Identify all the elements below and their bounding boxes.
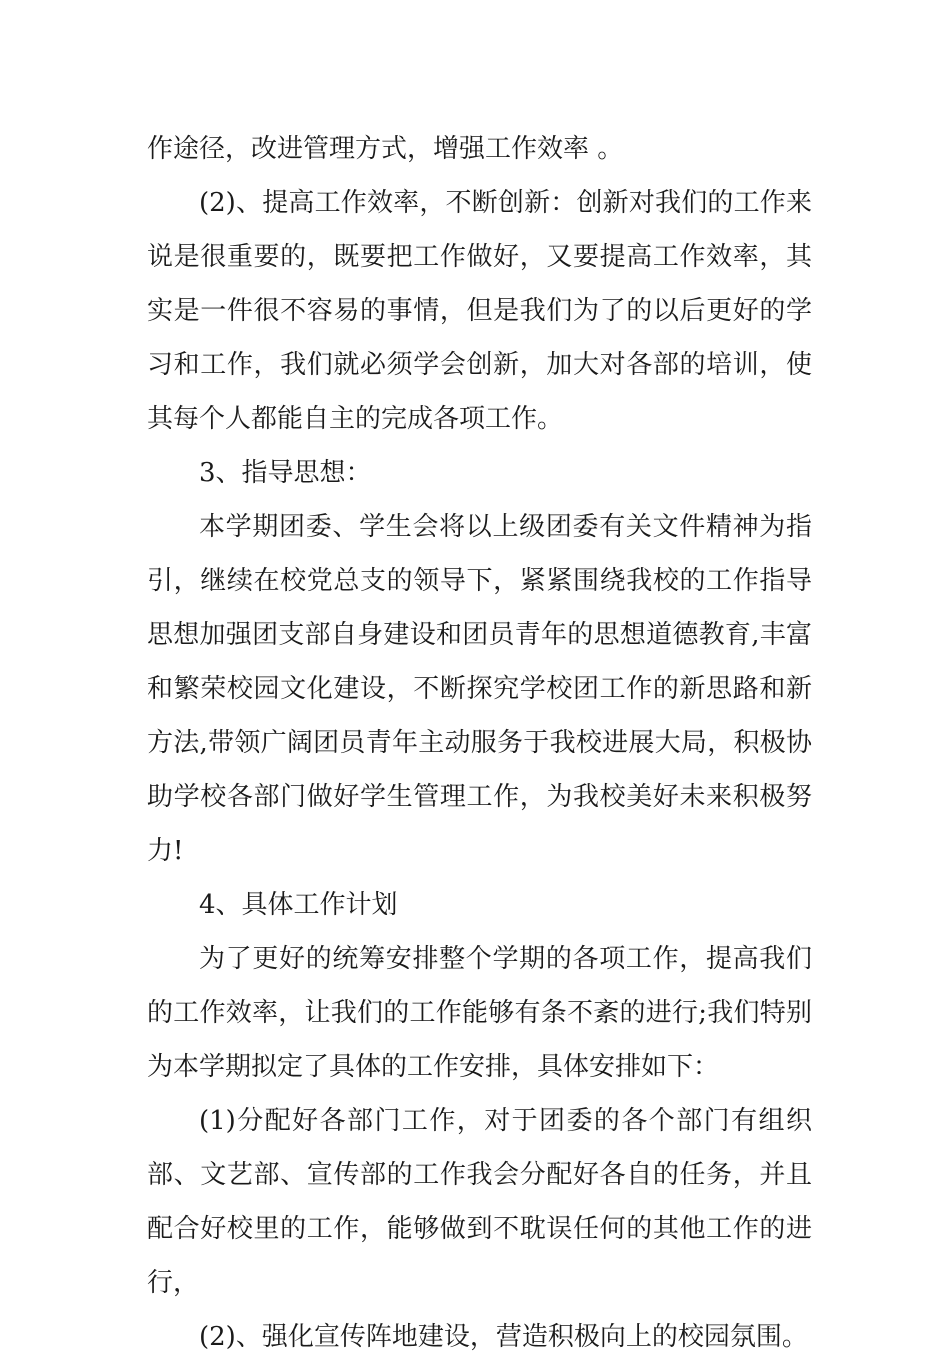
paragraph-guiding-ideology: 本学期团委、学生会将以上级团委有关文件精神为指引，继续在校党总支的领导下，紧紧围绕我校的工作指导思想加强团支部自身建设和团员青年的思想道德教育,丰富和繁荣校园文化建设，不断探究学校团工作的新思路和新方法,带领广阔团员青年主动服务于我校进展大局，积极协助学校各部门做好学生管理工作，为我校美好未来积极努力! bbox=[147, 512, 812, 866]
heading-work-plan: 4、具体工作计划 bbox=[199, 890, 398, 920]
paragraph-improve-efficiency: (2)、提高工作效率，不断创新：创新对我们的工作来说是很重要的，既要把工作做好，又要提高工作效率，其实是一件很不容易的事情，但是我们为了的以后更好的学习和工作，我们就必须学会创新，加大对各部的培训，使其每个人都能自主的完成各项工作。 bbox=[147, 188, 812, 434]
paragraph-work-plan-intro: 为了更好的统筹安排整个学期的各项工作，提高我们的工作效率，让我们的工作能够有条不紊的进行;我们特别为本学期拟定了具体的工作安排，具体安排如下： bbox=[147, 944, 812, 1082]
document-body bbox=[147, 122, 812, 1364]
paragraph-publicity: (2)、强化宣传阵地建设，营造积极向上的校园氛围。 bbox=[199, 1322, 808, 1352]
paragraph-continuation: 作途径，改进管理方式，增强工作效率 。 bbox=[147, 134, 624, 164]
heading-guiding-ideology: 3、指导思想： bbox=[199, 458, 372, 488]
paragraph-assign-work: (1)分配好各部门工作，对于团委的各个部门有组织部、文艺部、宣传部的工作我会分配好各自的任务，并且配合好校里的工作，能够做到不耽误任何的其他工作的进行， bbox=[147, 1106, 812, 1298]
